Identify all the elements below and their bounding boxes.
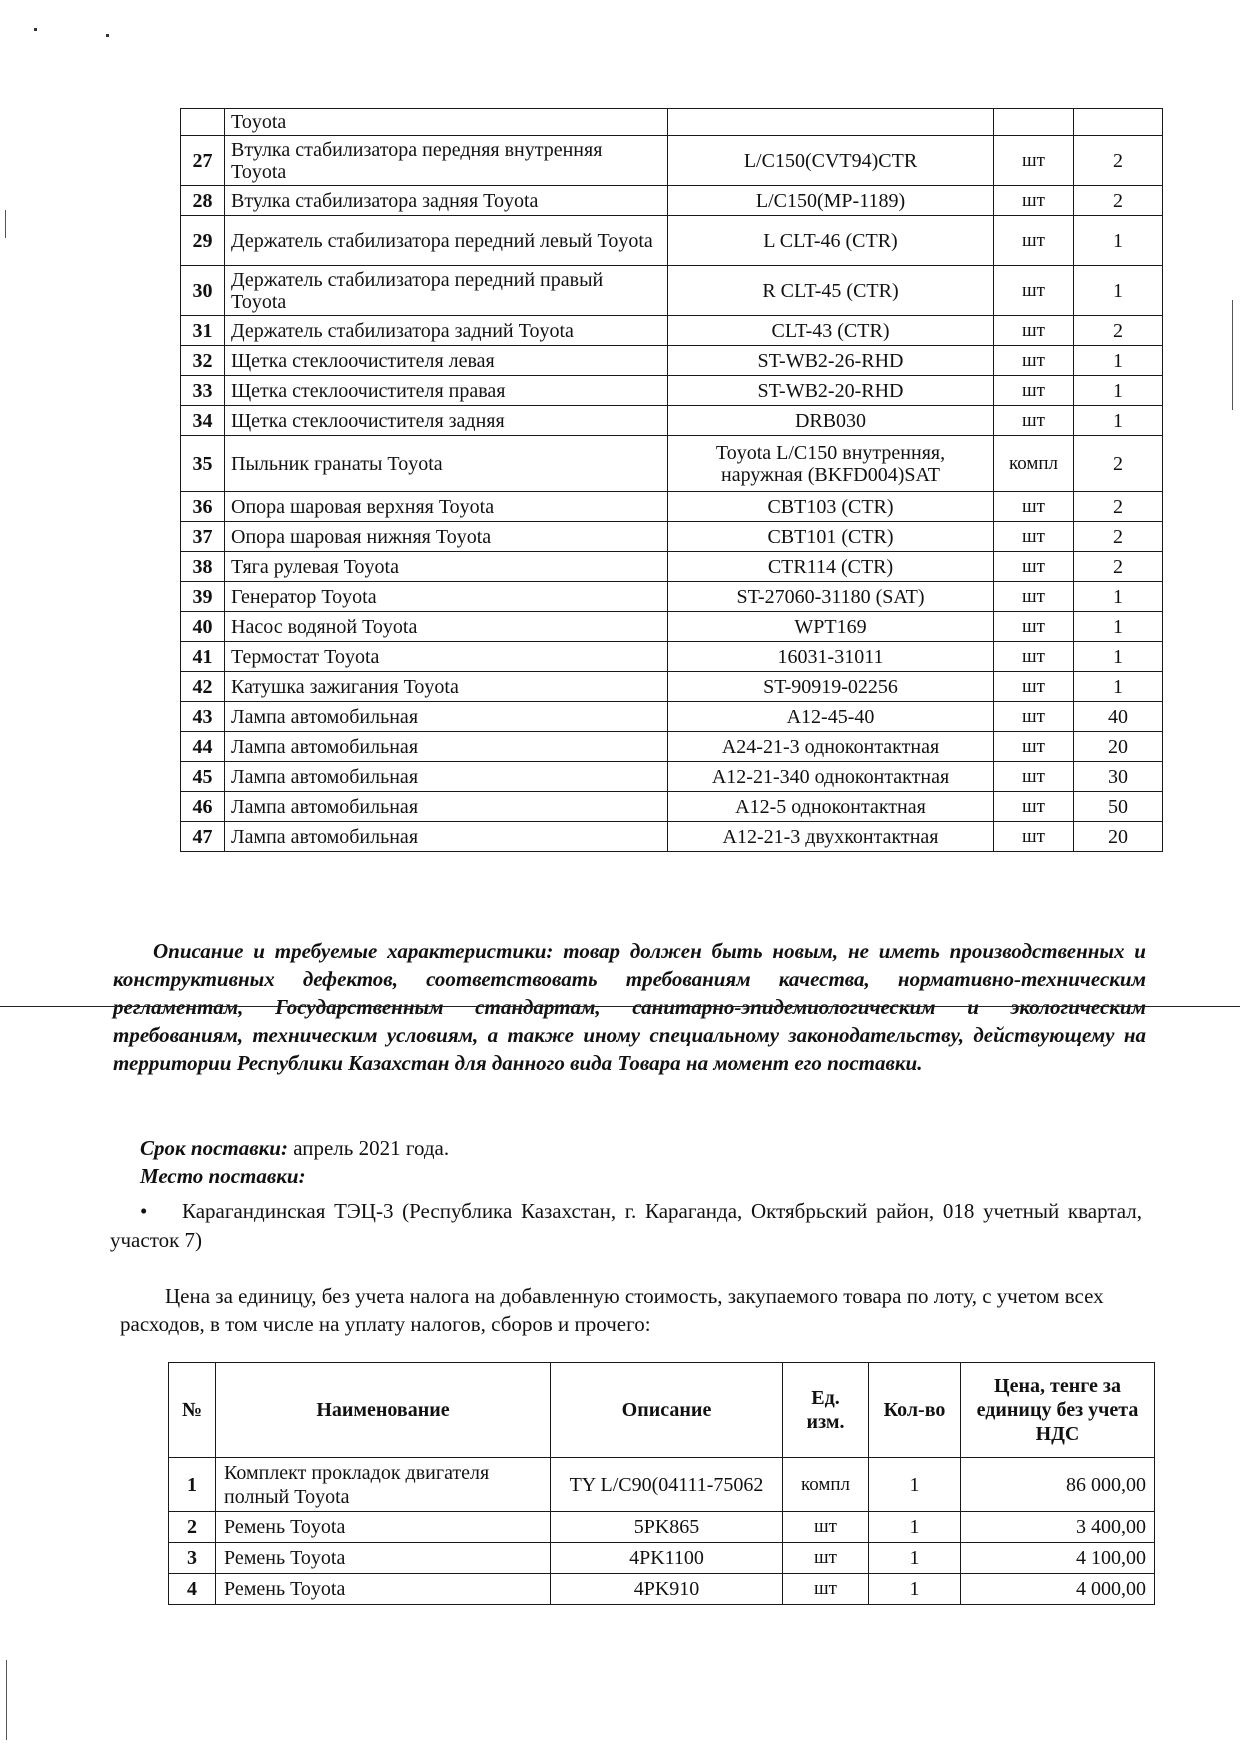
delivery-place-value: Карагандинская ТЭЦ-3 (Республика Казахстан, г. Караганда, Октябрьский район, 018 учетный квартал, участок 7) <box>110 1199 1142 1252</box>
item-name: Втулка стабилизатора задняя Toyota <box>225 186 668 216</box>
item-name: Генератор Toyota <box>225 582 668 612</box>
row-number <box>181 109 225 136</box>
items-table-body <box>181 109 1163 852</box>
item-name: Ремень Toyota <box>216 1574 551 1605</box>
item-code: Toyota L/C150 внутренняя, наружная (BKFD004)SAT <box>668 436 994 492</box>
item-qty: 30 <box>1074 762 1163 792</box>
row-number: 37 <box>181 522 225 552</box>
requirements-paragraph: Описание и требуемые характеристики: товар должен быть новым, не иметь производственных и конструктивных дефектов, соответствовать требованиям качества, нормативно-техническим регламентам, Государственным стандартам, санитарно-эпидемиологическим и экологическим требованиям, техническим условиям, а также иному специальному законодательству, действующему на территории Республики Казахстан для данного вида Товара на момент его поставки. <box>113 939 1146 1075</box>
row-number: 40 <box>181 612 225 642</box>
item-price: 3 400,00 <box>961 1512 1155 1543</box>
item-qty: 50 <box>1074 792 1163 822</box>
table-row <box>181 136 1163 186</box>
delivery-info <box>140 1134 449 1190</box>
table-row <box>181 822 1163 852</box>
row-number: 27 <box>181 136 225 186</box>
item-name: Держатель стабилизатора передний правый Toyota <box>225 266 668 316</box>
item-qty: 1 <box>1074 266 1163 316</box>
item-qty: 2 <box>1074 492 1163 522</box>
item-qty: 2 <box>1074 552 1163 582</box>
price-table-header-row <box>169 1363 1155 1458</box>
table-row <box>181 672 1163 702</box>
item-price: 4 100,00 <box>961 1543 1155 1574</box>
item-name: Лампа автомобильная <box>225 792 668 822</box>
item-price: 86 000,00 <box>961 1458 1155 1512</box>
row-number: 38 <box>181 552 225 582</box>
table-row <box>181 492 1163 522</box>
header-desc: Описание <box>551 1363 783 1458</box>
table-row <box>181 436 1163 492</box>
price-table-body <box>169 1458 1155 1605</box>
scan-mark <box>106 34 109 37</box>
delivery-place-label: Место поставки: <box>140 1164 306 1188</box>
row-number: 35 <box>181 436 225 492</box>
item-price: 4 000,00 <box>961 1574 1155 1605</box>
item-unit: шт <box>994 732 1074 762</box>
row-number: 31 <box>181 316 225 346</box>
item-qty: 1 <box>869 1512 961 1543</box>
item-unit: шт <box>994 376 1074 406</box>
item-name: Ремень Toyota <box>216 1512 551 1543</box>
item-unit: компл <box>994 436 1074 492</box>
row-number: 29 <box>181 216 225 266</box>
item-unit: шт <box>994 822 1074 852</box>
item-name: Опора шаровая верхняя Toyota <box>225 492 668 522</box>
item-qty: 2 <box>1074 436 1163 492</box>
table-row <box>181 762 1163 792</box>
header-price: Цена, тенге за единицу без учета НДС <box>961 1363 1155 1458</box>
row-number: 41 <box>181 642 225 672</box>
item-code: A24-21-3 одноконтактная <box>668 732 994 762</box>
table-row <box>181 266 1163 316</box>
item-qty: 20 <box>1074 822 1163 852</box>
item-unit: шт <box>994 346 1074 376</box>
item-name: Пыльник гранаты Toyota <box>225 436 668 492</box>
item-qty: 1 <box>869 1574 961 1605</box>
item-name: Ремень Toyota <box>216 1543 551 1574</box>
item-name: Лампа автомобильная <box>225 732 668 762</box>
items-table <box>180 108 1163 852</box>
item-name: Лампа автомобильная <box>225 762 668 792</box>
table-row <box>181 216 1163 266</box>
item-unit: шт <box>783 1543 869 1574</box>
item-unit: шт <box>783 1512 869 1543</box>
item-unit: шт <box>994 762 1074 792</box>
item-code: 16031-31011 <box>668 642 994 672</box>
item-qty: 2 <box>1074 316 1163 346</box>
item-qty <box>1074 109 1163 136</box>
scan-mark <box>6 1660 7 1740</box>
item-qty: 1 <box>1074 216 1163 266</box>
item-code: CTR114 (CTR) <box>668 552 994 582</box>
table-row <box>181 732 1163 762</box>
item-code: A12-21-3 двухконтактная <box>668 822 994 852</box>
table-row <box>169 1458 1155 1512</box>
item-unit: шт <box>994 492 1074 522</box>
table-row <box>181 522 1163 552</box>
scan-mark <box>34 28 37 31</box>
item-name: Держатель стабилизатора передний левый Toyota <box>225 216 668 266</box>
header-unit: Ед. изм. <box>783 1363 869 1458</box>
item-name: Втулка стабилизатора передняя внутренняя Toyota <box>225 136 668 186</box>
item-unit: шт <box>994 266 1074 316</box>
item-unit: шт <box>994 136 1074 186</box>
item-name: Щетка стеклоочистителя правая <box>225 376 668 406</box>
row-number: 32 <box>181 346 225 376</box>
item-name: Насос водяной Toyota <box>225 612 668 642</box>
item-name: Щетка стеклоочистителя левая <box>225 346 668 376</box>
table-row <box>181 346 1163 376</box>
item-unit: компл <box>783 1458 869 1512</box>
table-row <box>181 792 1163 822</box>
item-name: Лампа автомобильная <box>225 822 668 852</box>
item-code: A12-5 одноконтактная <box>668 792 994 822</box>
item-unit <box>994 109 1074 136</box>
scan-mark <box>5 210 6 238</box>
item-unit: шт <box>994 672 1074 702</box>
table-row <box>169 1512 1155 1543</box>
item-description: TY L/C90(04111-75062 <box>551 1458 783 1512</box>
table-row <box>169 1574 1155 1605</box>
item-description: 5PK865 <box>551 1512 783 1543</box>
row-number: 39 <box>181 582 225 612</box>
item-name: Toyota <box>225 109 668 136</box>
item-unit: шт <box>994 552 1074 582</box>
item-name: Держатель стабилизатора задний Toyota <box>225 316 668 346</box>
item-code: WPT169 <box>668 612 994 642</box>
table-row <box>181 406 1163 436</box>
item-code: A12-45-40 <box>668 702 994 732</box>
item-qty: 40 <box>1074 702 1163 732</box>
table-row <box>181 186 1163 216</box>
item-qty: 2 <box>1074 136 1163 186</box>
item-qty: 1 <box>869 1543 961 1574</box>
item-name: Катушка зажигания Toyota <box>225 672 668 702</box>
item-unit: шт <box>994 642 1074 672</box>
item-code: ST-27060-31180 (SAT) <box>668 582 994 612</box>
price-table <box>168 1362 1155 1605</box>
item-name: Комплект прокладок двигателя полный Toyota <box>216 1458 551 1512</box>
row-number: 44 <box>181 732 225 762</box>
scan-artifact-line <box>0 1006 1240 1007</box>
item-description: 4PK1100 <box>551 1543 783 1574</box>
item-qty: 1 <box>869 1458 961 1512</box>
row-number: 43 <box>181 702 225 732</box>
delivery-term-value: апрель 2021 года. <box>287 1136 450 1160</box>
item-name: Опора шаровая нижняя Toyota <box>225 522 668 552</box>
item-code: ST-WB2-20-RHD <box>668 376 994 406</box>
row-number: 3 <box>169 1543 216 1574</box>
item-code: ST-WB2-26-RHD <box>668 346 994 376</box>
item-unit: шт <box>994 582 1074 612</box>
item-unit: шт <box>994 316 1074 346</box>
delivery-term-label: Срок поставки: <box>140 1136 288 1160</box>
item-qty: 2 <box>1074 522 1163 552</box>
header-num: № <box>169 1363 216 1458</box>
row-number: 28 <box>181 186 225 216</box>
table-row <box>181 109 1163 136</box>
item-code: L/C150(MP-1189) <box>668 186 994 216</box>
item-qty: 1 <box>1074 612 1163 642</box>
item-code: CBT103 (CTR) <box>668 492 994 522</box>
item-unit: шт <box>994 792 1074 822</box>
row-number: 30 <box>181 266 225 316</box>
item-name: Тяга рулевая Toyota <box>225 552 668 582</box>
bullet-icon: • <box>140 1199 148 1223</box>
item-qty: 1 <box>1074 406 1163 436</box>
item-unit: шт <box>994 612 1074 642</box>
item-code: R CLT-45 (CTR) <box>668 266 994 316</box>
header-name: Наименование <box>216 1363 551 1458</box>
item-name: Лампа автомобильная <box>225 702 668 732</box>
price-intro-text: Цена за единицу, без учета налога на добавленную стоимость, закупаемого товара по лоту, с учетом всех расходов, в том числе на уплату налогов, сборов и прочего: <box>120 1284 1104 1336</box>
item-description: 4PK910 <box>551 1574 783 1605</box>
item-code: L CLT-46 (CTR) <box>668 216 994 266</box>
item-qty: 1 <box>1074 346 1163 376</box>
item-code <box>668 109 994 136</box>
item-qty: 1 <box>1074 672 1163 702</box>
item-name: Щетка стеклоочистителя задняя <box>225 406 668 436</box>
table-row <box>181 642 1163 672</box>
item-name: Термостат Toyota <box>225 642 668 672</box>
table-row <box>181 582 1163 612</box>
header-qty: Кол-во <box>869 1363 961 1458</box>
item-qty: 1 <box>1074 376 1163 406</box>
item-unit: шт <box>994 522 1074 552</box>
table-row <box>181 376 1163 406</box>
row-number: 4 <box>169 1574 216 1605</box>
row-number: 36 <box>181 492 225 522</box>
table-row <box>181 702 1163 732</box>
row-number: 46 <box>181 792 225 822</box>
item-qty: 1 <box>1074 582 1163 612</box>
scan-mark <box>1232 300 1233 410</box>
item-code: DRB030 <box>668 406 994 436</box>
row-number: 34 <box>181 406 225 436</box>
row-number: 1 <box>169 1458 216 1512</box>
item-code: ST-90919-02256 <box>668 672 994 702</box>
item-unit: шт <box>994 186 1074 216</box>
item-code: CLT-43 (CTR) <box>668 316 994 346</box>
item-qty: 1 <box>1074 642 1163 672</box>
row-number: 45 <box>181 762 225 792</box>
table-row <box>181 552 1163 582</box>
item-unit: шт <box>994 702 1074 732</box>
item-unit: шт <box>994 216 1074 266</box>
item-qty: 20 <box>1074 732 1163 762</box>
delivery-place-item <box>110 1197 1142 1255</box>
item-unit: шт <box>994 406 1074 436</box>
item-code: L/C150(CVT94)CTR <box>668 136 994 186</box>
item-unit: шт <box>783 1574 869 1605</box>
item-code: CBT101 (CTR) <box>668 522 994 552</box>
row-number: 2 <box>169 1512 216 1543</box>
table-row <box>181 316 1163 346</box>
item-code: A12-21-340 одноконтактная <box>668 762 994 792</box>
row-number: 47 <box>181 822 225 852</box>
item-qty: 2 <box>1074 186 1163 216</box>
row-number: 33 <box>181 376 225 406</box>
row-number: 42 <box>181 672 225 702</box>
table-row <box>181 612 1163 642</box>
table-row <box>169 1543 1155 1574</box>
